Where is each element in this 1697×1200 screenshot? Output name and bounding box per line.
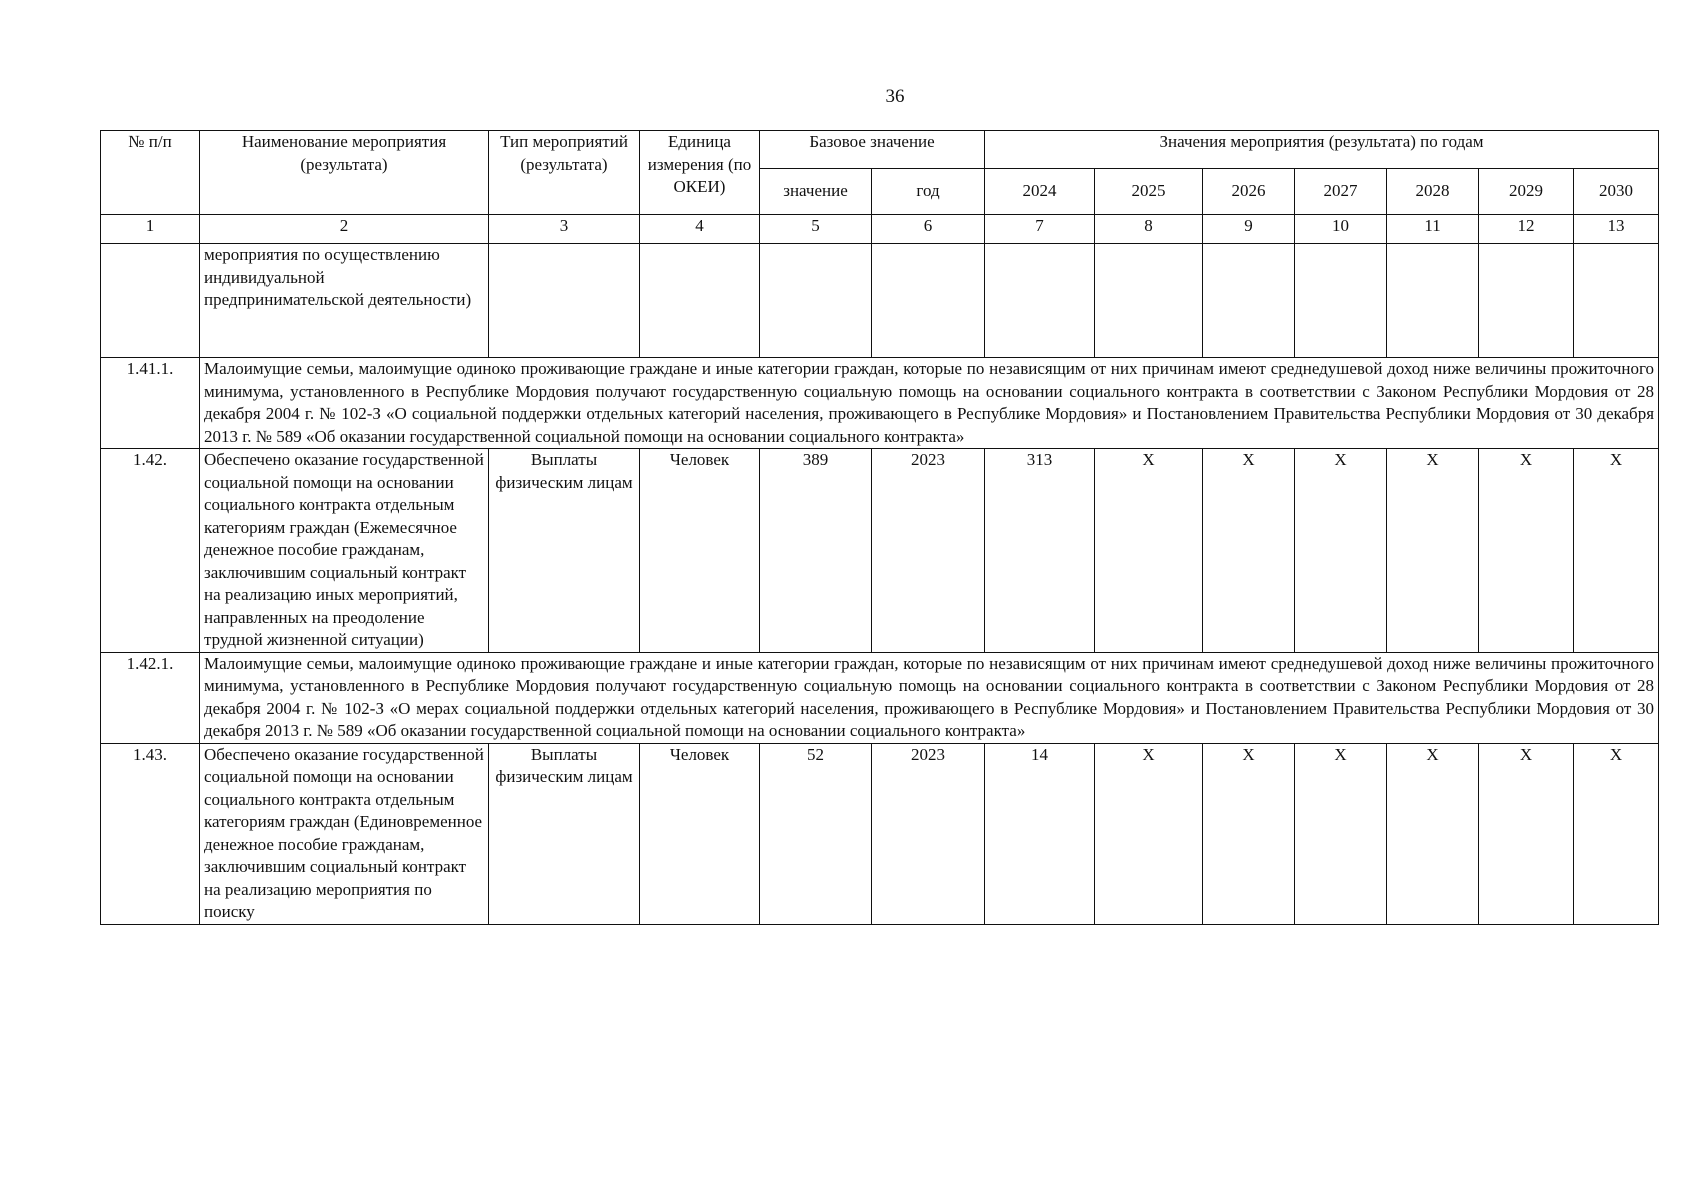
column-number: 10 [1295, 215, 1387, 244]
row-143-base-year: 2023 [872, 743, 985, 924]
row-143-base-value: 52 [760, 743, 872, 924]
row-142-2026: X [1203, 449, 1295, 653]
column-number: 3 [489, 215, 640, 244]
row-143-2027: X [1295, 743, 1387, 924]
row-143-2030: X [1574, 743, 1659, 924]
column-number: 7 [985, 215, 1095, 244]
column-number: 12 [1479, 215, 1574, 244]
header-year-2024: 2024 [985, 169, 1095, 215]
row-1421-num: 1.42.1. [101, 652, 200, 743]
header-year-2026: 2026 [1203, 169, 1295, 215]
header-base: Базовое значение [760, 131, 985, 169]
row-cont-name: мероприятия по осуществлению индивидуальной предпринимательской деятельности) [200, 244, 489, 358]
row-143-num: 1.43. [101, 743, 200, 924]
header-name: Наименование мероприятия (результата) [200, 131, 489, 215]
column-number: 1 [101, 215, 200, 244]
row-142-2025: X [1095, 449, 1203, 653]
column-number: 11 [1387, 215, 1479, 244]
table-row [101, 652, 1659, 743]
row-143-2025: X [1095, 743, 1203, 924]
column-number: 13 [1574, 215, 1659, 244]
row-142-2029: X [1479, 449, 1574, 653]
table-row [101, 743, 1659, 924]
row-142-2027: X [1295, 449, 1387, 653]
row-142-type: Выплаты физическим лицам [489, 449, 640, 653]
table-row [101, 358, 1659, 449]
header-unit: Единица измерения (по ОКЕИ) [640, 131, 760, 215]
row-143-type: Выплаты физическим лицам [489, 743, 640, 924]
row-142-2030: X [1574, 449, 1659, 653]
column-number: 2 [200, 215, 489, 244]
header-type: Тип мероприятий (результата) [489, 131, 640, 215]
column-number: 6 [872, 215, 985, 244]
page-number: 36 [885, 86, 905, 107]
row-143-2024: 14 [985, 743, 1095, 924]
column-number: 4 [640, 215, 760, 244]
header-values-by-year: Значения мероприятия (результата) по годам [985, 131, 1659, 169]
column-number: 5 [760, 215, 872, 244]
header-year-2030: 2030 [1574, 169, 1659, 215]
row-1421-text: Малоимущие семьи, малоимущие одиноко проживающие граждане и иные категории граждан, которые по независящим от них причинам имеют среднедушевой доход ниже величины прожиточного минимума, установленного в Республике Мордовия получают государственную социальную помощь на основании социального контракта в соответствии с Законом Республики Мордовия от 28 декабря 2004 г. № 102-З «О мерах социальной поддержки отдельных категорий населения, проживающего в Республике Мордовия» и Постановлением Правительства Республики Мордовия от 30 декабря 2013 г. № 589 «Об оказании государственной социальной помощи на основании социального контракта» [200, 652, 1659, 743]
row-142-num: 1.42. [101, 449, 200, 653]
header-base-value: значение [760, 169, 872, 215]
column-number: 8 [1095, 215, 1203, 244]
row-143-unit: Человек [640, 743, 760, 924]
row-1411-text: Малоимущие семьи, малоимущие одиноко проживающие граждане и иные категории граждан, которые по независящим от них причинам имеют среднедушевой доход ниже величины прожиточного минимума, установленного в Республике Мордовия получают государственную социальную помощь на основании социального контракта в соответствии с Законом Республики Мордовия от 28 декабря 2004 г. № 102-З «О социальной поддержки отдельных категорий населения, проживающего в Республике Мордовия» и Постановлением Правительства Республики Мордовия от 30 декабря 2013 г. № 589 «Об оказании государственной социальной помощи на основании социального контракта» [200, 358, 1659, 449]
row-143-name: Обеспечено оказание государственной социальной помощи на основании социального контракта отдельным категориям граждан (Единовременное денежное пособие гражданам, заключившим социальный контракт на реализацию мероприятия по поиску [200, 743, 489, 924]
table-row [101, 449, 1659, 653]
column-number: 9 [1203, 215, 1295, 244]
row-142-base-year: 2023 [872, 449, 985, 653]
header-year-2025: 2025 [1095, 169, 1203, 215]
header-year-2028: 2028 [1387, 169, 1479, 215]
row-142-2028: X [1387, 449, 1479, 653]
header-num: № п/п [101, 131, 200, 215]
row-143-2028: X [1387, 743, 1479, 924]
row-142-unit: Человек [640, 449, 760, 653]
header-base-year: год [872, 169, 985, 215]
header-year-2029: 2029 [1479, 169, 1574, 215]
row-142-base-value: 389 [760, 449, 872, 653]
row-143-2029: X [1479, 743, 1574, 924]
row-142-name: Обеспечено оказание государственной социальной помощи на основании социального контракта отдельным категориям граждан (Ежемесячное денежное пособие гражданам, заключившим социальный контракт на реализацию иных мероприятий, направленных на преодоление трудной жизненной ситуации) [200, 449, 489, 653]
row-142-2024: 313 [985, 449, 1095, 653]
header-year-2027: 2027 [1295, 169, 1387, 215]
table-row [101, 244, 1659, 358]
row-1411-num: 1.41.1. [101, 358, 200, 449]
row-143-2026: X [1203, 743, 1295, 924]
results-table [100, 130, 1659, 925]
